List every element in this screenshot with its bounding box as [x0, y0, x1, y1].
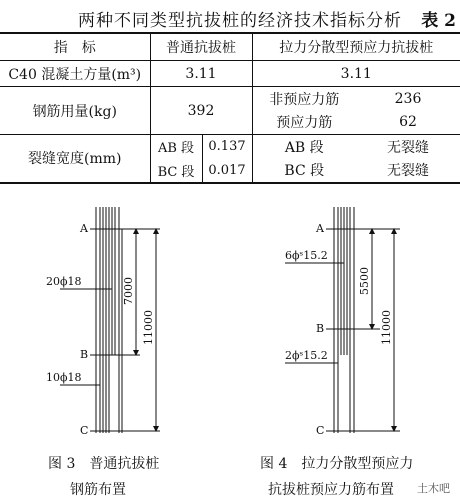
- steel-normal: 392: [150, 87, 252, 135]
- indicator-table: [0, 32, 460, 184]
- table-row: [0, 61, 460, 87]
- row-label-crack: 裂缝宽度(mm): [0, 135, 150, 183]
- fig3-label-b: B: [80, 348, 89, 361]
- steel-p-label: 预应力筋: [252, 111, 356, 135]
- crack-bc2-value: 无裂缝: [356, 159, 460, 183]
- crack-ab-label: AB 段: [150, 135, 202, 159]
- crack-ab2-label: AB 段: [252, 135, 356, 159]
- header-prestressed: 拉力分散型预应力抗拔桩: [252, 33, 460, 61]
- steel-np-label: 非预应力筋: [252, 87, 356, 111]
- fig3-bar-top: 20ϕ18: [46, 275, 82, 288]
- crack-bc-value: 0.017: [202, 159, 252, 183]
- concrete-prestressed: 3.11: [252, 61, 460, 87]
- fig3-dim-11000: 11000: [142, 310, 155, 345]
- crack-bc-label: BC 段: [150, 159, 202, 183]
- steel-p-value: 62: [399, 114, 417, 131]
- header-indicator: 指 标: [0, 33, 150, 61]
- watermark: 土木吧: [417, 482, 450, 495]
- table-header-row: [0, 33, 460, 61]
- table-row: [0, 87, 460, 111]
- pile-figures: [0, 205, 460, 445]
- crack-bc2-label: BC 段: [252, 159, 356, 183]
- fig4-label-c: C: [316, 424, 325, 437]
- table-row: [0, 135, 460, 159]
- fig3-caption-line1: 图 3 普通抗拔桩: [48, 456, 160, 472]
- fig3-bar-bottom: 10ϕ18: [46, 371, 82, 384]
- header-normal: 普通抗拔桩: [150, 33, 252, 61]
- crack-ab-value: 0.137: [202, 135, 252, 159]
- fig4-label-a: A: [316, 222, 324, 235]
- fig4-tendon-mid: 2ϕˢ15.2: [285, 349, 328, 362]
- fig3-dim-7000: 7000: [122, 277, 135, 305]
- fig4-pile: [285, 207, 400, 437]
- fig3-pile: [46, 207, 160, 437]
- fig3-label-a: A: [80, 222, 88, 235]
- fig3-caption-line2: 钢筋布置: [70, 482, 126, 498]
- fig4-tendon-top: 6ϕˢ15.2: [285, 249, 328, 262]
- row-label-concrete: C40 混凝土方量(m³): [8, 66, 142, 83]
- crack-ab2-value: 无裂缝: [356, 135, 460, 159]
- fig4-dim-11000: 11000: [380, 310, 393, 345]
- table-title: 两种不同类型抗拔桩的经济技术指标分析: [78, 11, 402, 31]
- table-number: 表 2: [421, 11, 456, 31]
- fig3-label-c: C: [80, 424, 89, 437]
- fig4-dim-5500: 5500: [358, 267, 371, 295]
- concrete-normal: 3.11: [150, 61, 252, 87]
- fig4-caption-line1: 图 4 拉力分散型预应力: [260, 456, 414, 472]
- steel-np-value: 236: [356, 87, 460, 111]
- fig4-caption-line2: 抗拔桩预应力筋布置: [268, 482, 394, 498]
- table-title-bar: [0, 6, 460, 30]
- fig4-label-b: B: [316, 322, 325, 335]
- row-label-steel: 钢筋用量(kg): [0, 87, 150, 135]
